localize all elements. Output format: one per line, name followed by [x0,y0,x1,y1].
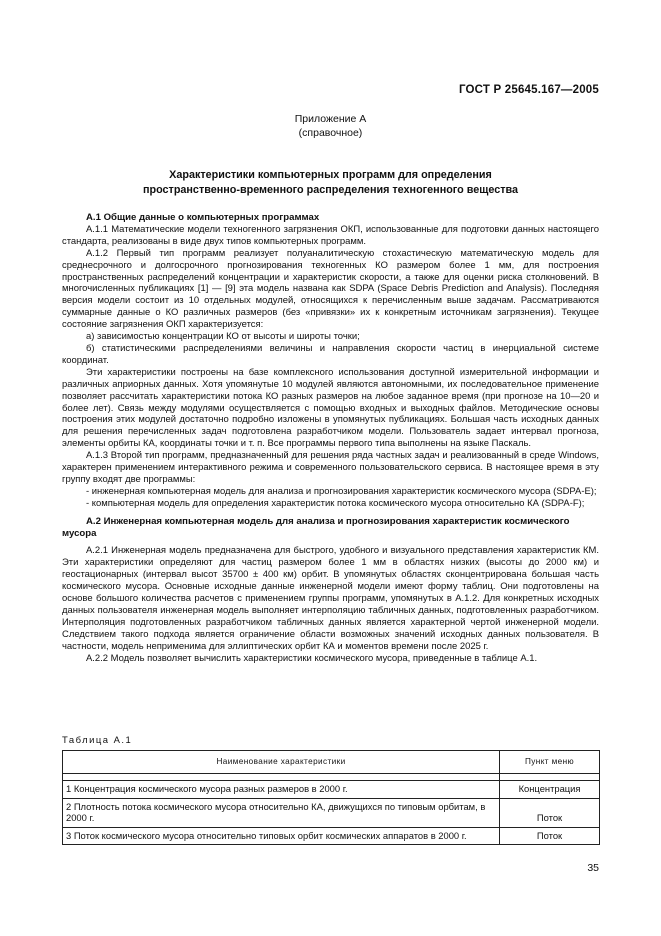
title-line-2: пространственно-временного распределения техногенного вещества [142,184,519,196]
table-row [63,827,600,845]
table-header-row [63,751,600,774]
program-item-sdpa-e: - инженерная компьютерная модель для анализа и прогнозирования характеристик космического мусора (SDPA-E); [86,485,597,497]
paragraph-a1-2: А.1.2 Первый тип программ реализует полуаналитическую стохастическую математическую модель для среднесрочного и долгосрочного прогнозирования техногенных КО размером более 1 мм, для построения пространственных распределений концентрации и характеристик скорости, а также для оценки риска столкновений. В многочисленных публикациях [1] — [9] эта модель названа как SDPA (Space Debris Prediction and Analysis). Последняя версия модели состоит из 10 отдельных модулей, относящихся к перечисленным выше задачам. Рассматриваются суммарные данные о КО различных размеров (без «привязки» их к конкретным источникам загрязнения). Текущее состояние загрязнения ОКП характеризуется: [62,247,599,331]
standard-header: ГОСТ Р 25645.167—2005 [458,84,599,96]
appendix-label: Приложение А [294,113,367,125]
section-a1-heading: А.1 Общие данные о компьютерных программах [86,212,320,223]
paragraph-a1-3: А.1.3 Второй тип программ, предназначенный для решения ряда частных задач и реализованный в среде Windows, характерен применением интерактивного режима и современного пользовательского сервиса. В настоящее время в эту группу входят две программы: [62,450,599,485]
table-caption: Таблица А.1 [62,735,133,746]
column-header-characteristic: Наименование характеристики [63,751,500,774]
table-cell-menu-item: Поток [500,827,600,845]
column-header-menu-item: Пункт меню [500,751,600,774]
page-number: 35 [587,862,599,874]
table-row [63,781,600,799]
table-cell-characteristic: 1 Концентрация космического мусора разных размеров в 2000 г. [63,781,500,799]
title-line-1: Характеристики компьютерных программ для определения [169,169,492,181]
document-body [62,212,599,665]
appendix-heading [0,112,661,140]
table-cell-menu-item: Концентрация [500,781,600,799]
document-title [60,168,601,198]
paragraph-a1-2-continued: Эти характеристики построены на базе комплексного использования доступной измерительной информации и различных априорных данных. Хотя упомянутые 10 модулей являются автономными, их последовательное применение позволяет рассчитать характеристики потока КО разных размеров на любое заданное время (при прогнозе на 10—20 и более лет). Связь между модулями осуществляется с помощью входных и выходных файлов. Методические основы построения этих модулей достаточно подробно изложены в упомянутых публикациях. Большая часть исходных данных для решения перечисленных задач подготовлена разработчиком модели. Пользователь задает интервал прогноза, элементы орбиты КА, координаты точки и т. п. Все программы первого типа выполнены на языке Паскаль. [62,366,599,450]
appendix-type: (справочное) [298,127,363,139]
list-item-a: а) зависимостью концентрации КО от высоты и широты точки; [86,331,360,343]
program-item-sdpa-f: - компьютерная модель для определения характеристик потока космического мусора относительно КА (SDPA-F); [86,497,585,509]
list-item-b: б) статистическими распределениями величины и направления скорости частиц в инерциальной системе координат. [62,342,599,366]
table-cell-characteristic: 3 Поток космического мусора относительно типовых орбит космических аппаратов в 2000 г. [63,827,500,845]
table-cell-characteristic: 2 Плотность потока космического мусора относительно КА, движущихся по типовым орбитам, в 2000 г. [63,798,500,827]
table-row [63,798,600,827]
characteristics-table [62,750,600,845]
paragraph-a2-2: А.2.2 Модель позволяет вычислить характеристики космического мусора, приведенные в таблице А.1. [86,652,538,664]
paragraph-a2-1: А.2.1 Инженерная модель предназначена для быстрого, удобного и визуального представления характеристик КМ. Эти характеристики определяют для частиц размером более 1 мм в областях низких (высоты до 2000 км) и геостационарных (интервал высот 35700 ± 400 км) орбит. В упомянутых областях сконцентрирована большая часть космического мусора. Основные исходные данные инженерной модели имеют форму таблиц. Они подготовлены на основе большого количества расчетов с применением группы программ, упомянутых в А.1.2. Для конкретных исходных данных пользователя инженерная модель выполняет интерполяцию табличных данных, подготовленных разработчиком. Интерполяция подготовленных разработчиком табличных данных является характерной чертой инженерной модели. Следствием такого подхода является ограничение области возможных значений исходных данных пользователя. В частности, модель неприменима для эллиптических орбит КА и моментов времени после 2025 г. [62,545,599,652]
table-cell-menu-item: Поток [500,798,600,827]
section-a2-heading: А.2 Инженерная компьютерная модель для анализа и прогнозирования характеристик космического мусора [62,515,570,539]
paragraph-a1-1: А.1.1 Математические модели техногенного загрязнения ОКП, использованные для подготовки данных настоящего стандарта, реализованы в виде двух типов компьютерных программ. [62,223,599,247]
